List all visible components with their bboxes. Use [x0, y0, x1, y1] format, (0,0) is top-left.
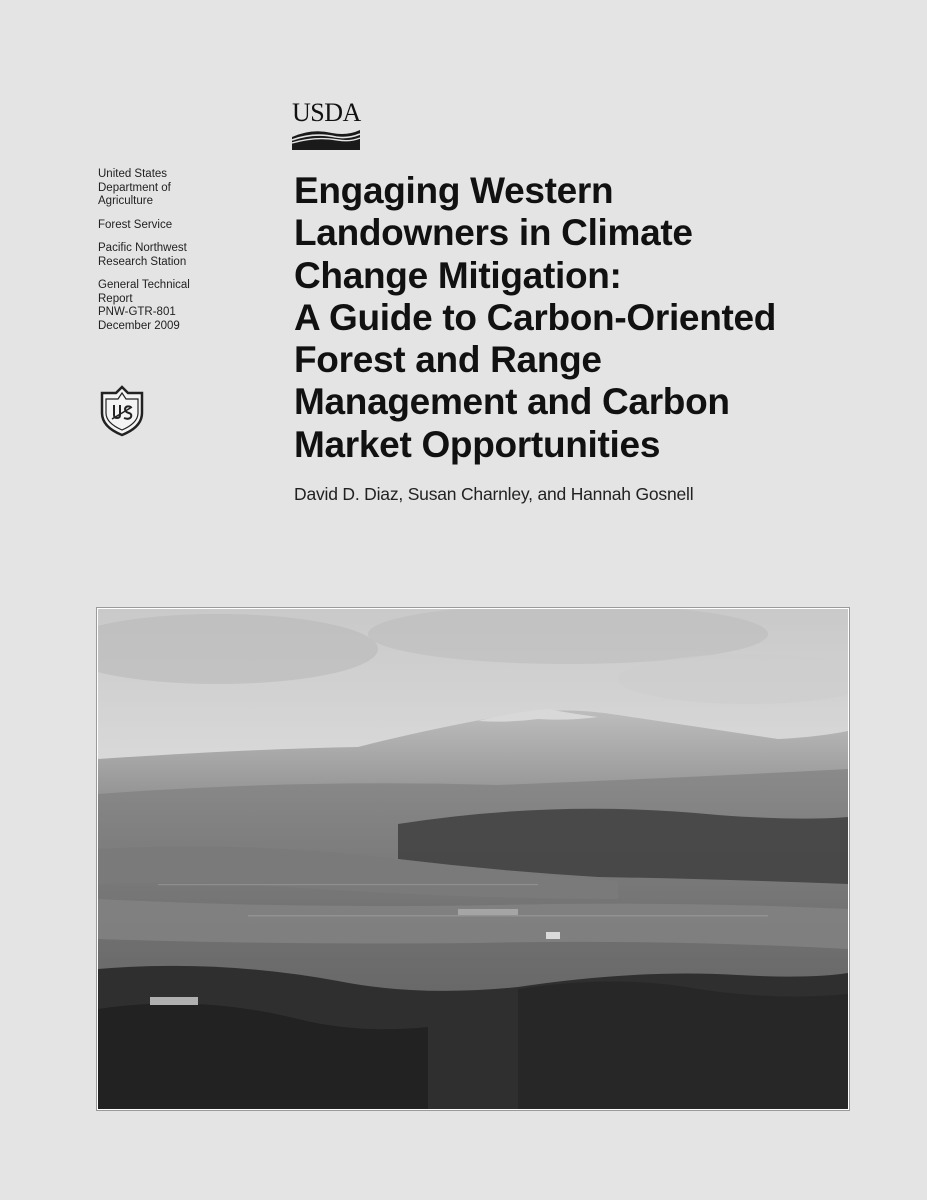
agency-sidebar: [98, 168, 268, 343]
agency-name: United States Department of Agriculture: [98, 168, 171, 207]
forest-service-shield-icon: [98, 385, 146, 437]
report-authors: David D. Diaz, Susan Charnley, and Hannah Gosnell: [294, 484, 694, 504]
station-name: Pacific Northwest Research Station: [98, 242, 187, 268]
service-name: Forest Service: [98, 218, 173, 231]
report-info: General Technical Report PNW-GTR-801 December 2009: [98, 279, 190, 332]
usda-hills-icon: [292, 128, 360, 150]
usda-logo-text: USDA: [292, 98, 361, 127]
cover-photo: [97, 608, 849, 1110]
report-title: Engaging Western Landowners in Climate Change Mitigation: A Guide to Carbon-Oriented Forest and Range Management and Carbon Market Opportunities: [294, 170, 777, 465]
usda-logo: [292, 100, 362, 152]
